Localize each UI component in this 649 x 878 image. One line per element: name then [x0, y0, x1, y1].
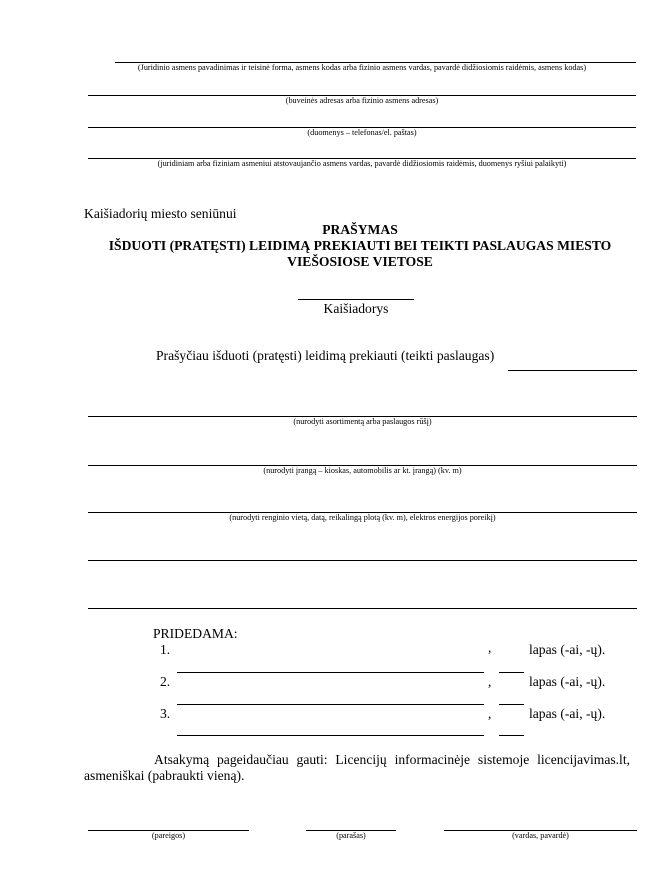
signature-caption: (parašas): [336, 831, 366, 840]
date-line[interactable]: [298, 299, 414, 300]
attachment-line-3[interactable]: [177, 735, 484, 736]
reply-preference-text: Atsakymą pageidaučiau gauti: Licencijų informacinėje sistemoje licencijavimas.lt,: [154, 752, 630, 767]
attachments-heading: PRIDEDAMA:: [153, 626, 238, 641]
document-title-line2: IŠDUOTI (PRATĘSTI) LEIDIMĄ PREKIAUTI BEI TEIKTI PASLAUGAS MIESTO: [108, 238, 612, 253]
attachment-line-1[interactable]: [177, 672, 484, 673]
assortment-caption: (nurodyti asortimentą arba paslaugos rūšį): [293, 417, 432, 426]
event-details-caption: (nurodyti renginio vietą, datą, reikalingą plotą (kv. m), elektros energijos poreikį): [229, 513, 496, 522]
attachment-number-3: 3.: [160, 706, 171, 721]
attachment-line-2[interactable]: [177, 704, 484, 705]
attachment-suffix-2: lapas (-ai, -ų).: [529, 674, 606, 689]
extra-line-1[interactable]: [88, 560, 637, 561]
attachment-suffix-1: lapas (-ai, -ų).: [529, 642, 606, 657]
position-caption: (pareigos): [151, 831, 186, 840]
attachment-separator-3: ,: [488, 706, 492, 721]
applicant-address-caption: (buveinės adresas arba fizinio asmens adresas): [285, 96, 439, 105]
request-detail-line[interactable]: [508, 370, 637, 371]
place-name: Kaišiadorys: [323, 301, 389, 316]
attachment-number-2: 2.: [160, 674, 171, 689]
applicant-name-caption: (Juridinio asmens pavadinimas ir teisinė forma, asmens kodas arba fizinio asmens vardas, pavardė didžiosiomis raidėmis, asmens kodas): [137, 63, 587, 72]
representative-caption: (juridiniam arba fiziniam asmeniui atstovaujančio asmens vardas, pavardė didžiosiomis raidėmis, duomenys ryšiui palaikyti): [157, 159, 567, 168]
attachment-pages-line-1[interactable]: [499, 672, 524, 673]
addressee: Kaišiadorių miesto seniūnui: [84, 206, 237, 221]
attachment-pages-line-2[interactable]: [499, 704, 524, 705]
attachment-suffix-3: lapas (-ai, -ų).: [529, 706, 606, 721]
attachment-separator-2: ,: [488, 674, 492, 689]
applicant-contact-caption: (duomenys – telefonas/el. paštas): [307, 128, 417, 137]
attachment-separator-1: ,: [488, 640, 492, 655]
document-title: PRAŠYMAS: [322, 222, 398, 237]
document-title-line3: VIEŠOSIOSE VIETOSE: [287, 254, 433, 269]
full-name-caption: (vardas, pavardė): [512, 831, 569, 840]
extra-line-2[interactable]: [88, 608, 637, 609]
attachment-number-1: 1.: [160, 642, 171, 657]
equipment-caption: (nurodyti įrangą – kioskas, automobilis ar kt. įrangą) (kv. m): [263, 466, 462, 475]
request-text: Prašyčiau išduoti (pratęsti) leidimą prekiauti (teikti paslaugas): [156, 348, 495, 363]
attachment-pages-line-3[interactable]: [499, 735, 524, 736]
reply-preference-text-line2: asmeniškai (pabraukti vieną).: [84, 768, 245, 783]
